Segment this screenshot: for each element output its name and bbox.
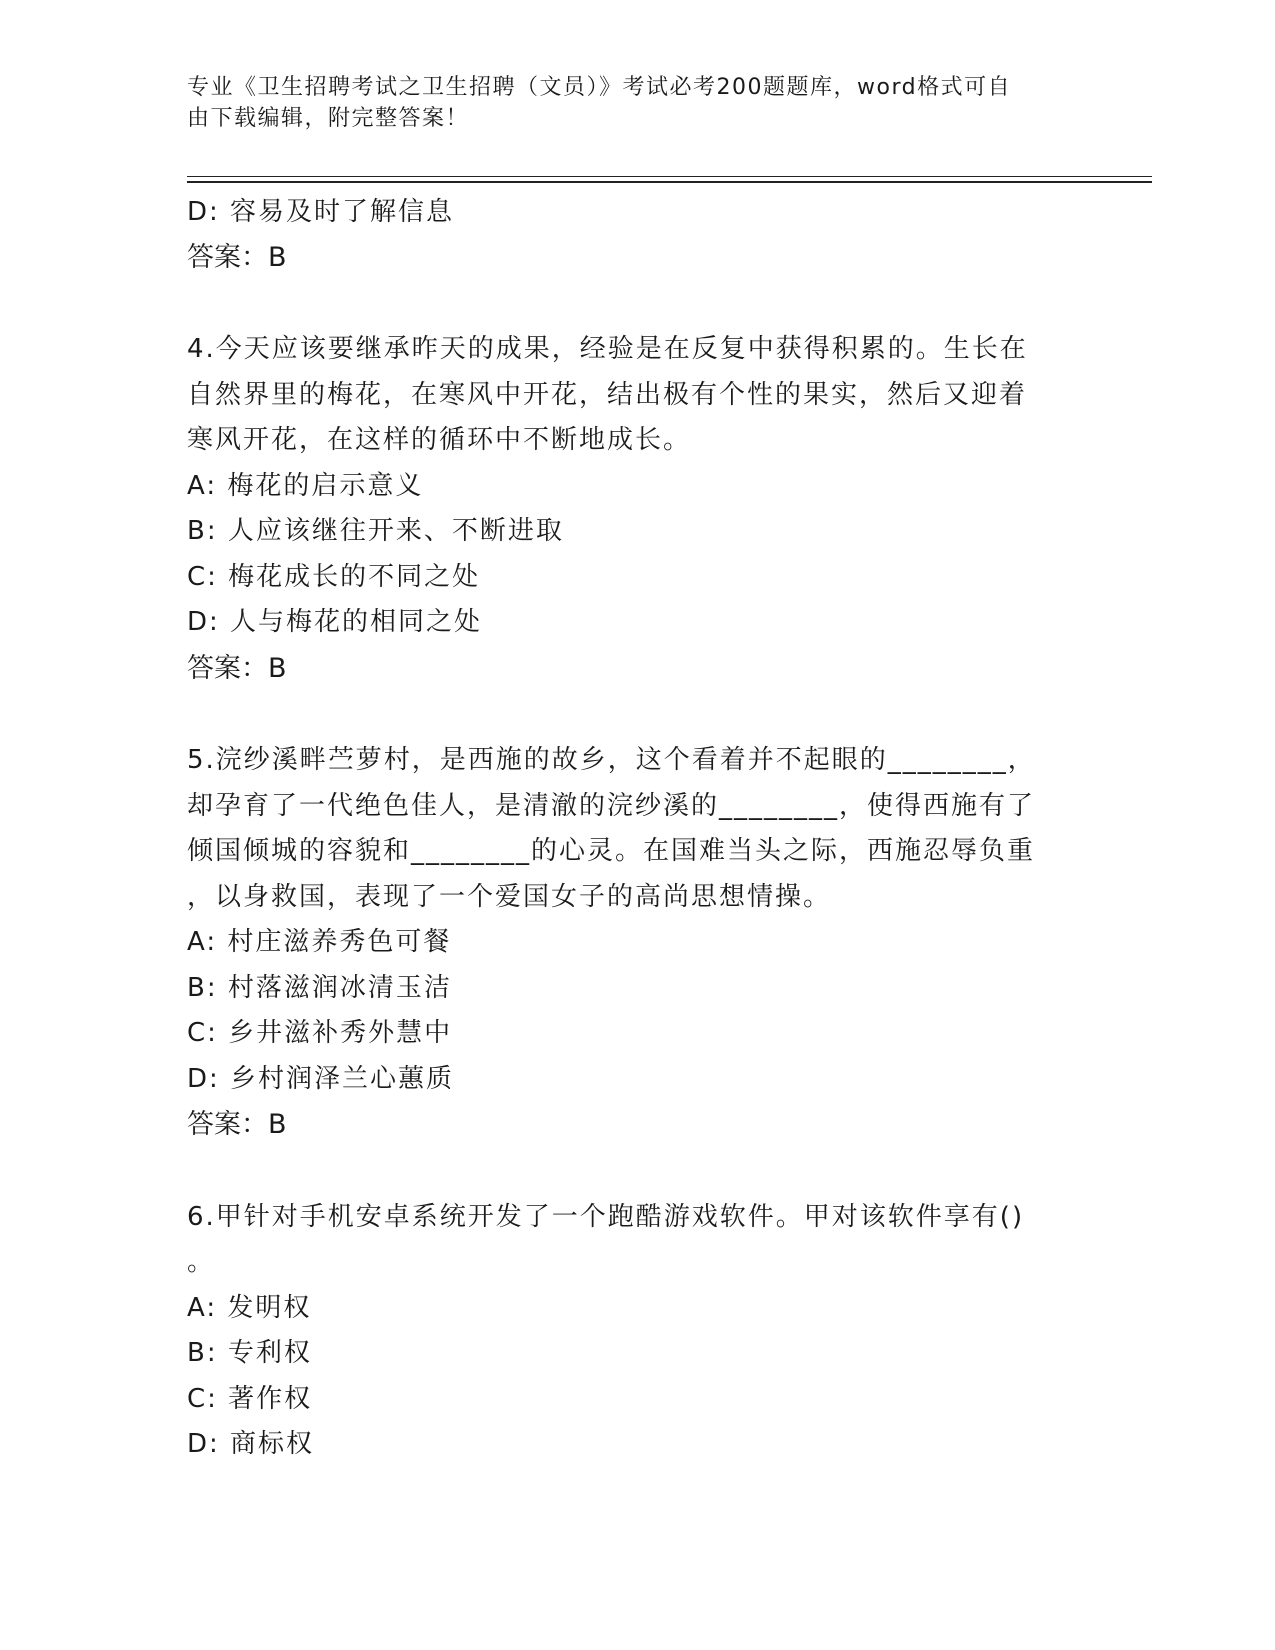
question-text-line: 4.今天应该要继承昨天的成果，经验是在反复中获得积累的。生长在 xyxy=(187,334,1028,364)
question-6 xyxy=(187,1195,1067,1468)
document-body xyxy=(187,190,1067,1468)
option-d: D: 人与梅花的相同之处 xyxy=(187,607,483,637)
header-rule-thin xyxy=(187,176,1152,177)
header-line-1: 专业《卫生招聘考试之卫生招聘（文员）》考试必考200题题库，word格式可自 xyxy=(187,75,1012,100)
question-5 xyxy=(187,738,1067,1148)
question-text-line: 。 xyxy=(187,1247,216,1277)
question-4 xyxy=(187,327,1067,691)
option-d: D: 乡村润泽兰心蕙质 xyxy=(187,1063,455,1094)
option-a: A: 梅花的启示意义 xyxy=(187,470,424,501)
question-text-line: ，以身救国，表现了一个爱国女子的高尚思想情操。 xyxy=(187,881,832,912)
option-c: C: 乡井滋补秀外慧中 xyxy=(187,1018,453,1048)
option-c: C: 梅花成长的不同之处 xyxy=(187,561,481,592)
question-text-line: 倾国倾城的容貌和________的心灵。在国难当头之际，西施忍辱负重 xyxy=(187,836,1036,866)
option-d: D: 容易及时了解信息 xyxy=(187,197,455,227)
question-text-line: 5.浣纱溪畔苎萝村，是西施的故乡，这个看着并不起眼的________， xyxy=(187,745,1036,775)
question-text-line: 自然界里的梅花，在寒风中开花，结出极有个性的果实，然后又迎着 xyxy=(187,379,1028,410)
question-text-line: 6.甲针对手机安卓系统开发了一个跑酷游戏软件。甲对该软件享有() xyxy=(187,1201,1025,1232)
option-b: B: 村落滋润冰清玉洁 xyxy=(187,972,452,1003)
question-text-line: 却孕育了一代绝色佳人，是清澈的浣纱溪的________，使得西施有了 xyxy=(187,790,1036,821)
option-b: B: 人应该继往开来、不断进取 xyxy=(187,516,564,546)
header-rule-thick xyxy=(187,181,1152,183)
option-a: A: 发明权 xyxy=(187,1292,312,1323)
answer: 答案：B xyxy=(187,242,287,273)
answer: 答案：B xyxy=(187,652,287,684)
question-text-line: 寒风开花，在这样的循环中不断地成长。 xyxy=(187,425,692,455)
document-header xyxy=(187,72,1067,134)
answer: 答案：B xyxy=(187,1109,287,1140)
previous-question-tail xyxy=(187,190,1067,280)
option-b: B: 专利权 xyxy=(187,1338,312,1368)
header-line-2: 由下载编辑，附完整答案！ xyxy=(187,106,470,131)
option-d: D: 商标权 xyxy=(187,1429,315,1459)
option-a: A: 村庄滋养秀色可餐 xyxy=(187,927,452,957)
option-c: C: 著作权 xyxy=(187,1383,313,1414)
